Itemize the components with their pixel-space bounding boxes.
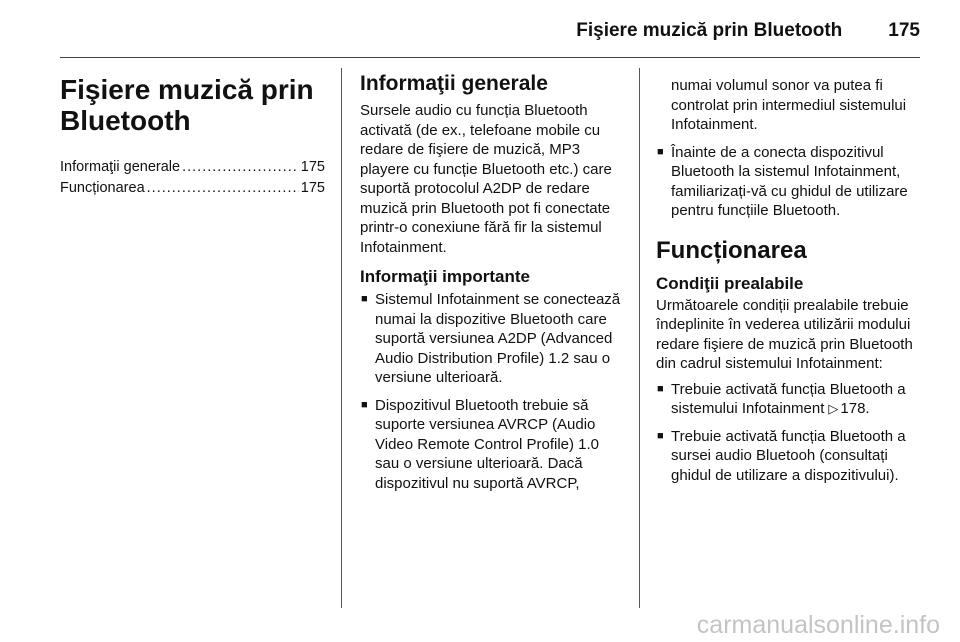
toc-entry-operation[interactable]: [60, 179, 325, 200]
page-reference-arrow-icon: ▷: [828, 401, 839, 416]
list-item-text-part2: numai volumul sonor va putea fi controlat prin intermediul sistemului Infotainment.: [671, 77, 907, 133]
important-list: [360, 290, 625, 493]
toc-label: Informaţii generale: [60, 159, 181, 175]
square-bullet-icon: ■: [657, 382, 664, 395]
chapter-column: [60, 74, 325, 200]
toc-page: 175: [300, 180, 325, 196]
general-info-column: [360, 72, 625, 493]
list-item: ■ Sistemul Infotainment se conectează numai la dispozitive Bluetooth care suportă versiunea A2DP (Advanced Audio Distribution Profile) 1.2 sau o versiune ulterioară.: [361, 291, 621, 386]
header-rule: [60, 57, 920, 58]
square-bullet-icon: ■: [361, 398, 368, 411]
column-divider-1: [341, 68, 342, 608]
list-item: ■ Înainte de a conecta dispozitivul Bluetooth la sistemul Infotainment, familiarizați-vă cu ghidul de utilizare pentru funcțiile Bluetooth.: [657, 143, 908, 219]
page-number: 175: [888, 20, 920, 41]
list-item: ■ Trebuie activată funcția Bluetooth a sistemului Infotainment ▷ 178.: [657, 380, 906, 417]
section-title-general: Informaţii generale: [360, 72, 548, 95]
subsection-title-important: Informaţii importante: [360, 267, 531, 286]
prereq-body-text: Următoarele condiții prealabile trebuie îndeplinite în vederea utilizării modului redare fişiere de muzică prin Bluetooth din cadrul sistemului Infotainment:: [656, 296, 913, 372]
table-of-contents: [60, 158, 325, 200]
subsection-title-prerequisites: Condiţii prealabile: [656, 273, 804, 293]
list-item: ■ Trebuie activată funcția Bluetooth a sursei audio Bluetooh (consultați ghidul de utilizare a dispozitivului).: [657, 427, 906, 484]
list-item-continued: [656, 76, 922, 135]
toc-label: Funcționarea: [60, 180, 145, 196]
running-header: [60, 20, 920, 46]
general-body-text: Sursele audio cu funcția Bluetooth activată (de ex., telefoane mobile cu redare de fişiere de muzică, MP3 playere cu funcție Bluetooth etc.) care suportă protocolul A2DP de redare muzică prin Bluetooth pot fi conectate printr-o conexiune fără fir la sistemul Infotainment.: [360, 102, 612, 256]
running-header-title: Fişiere muzică prin Bluetooth: [576, 20, 843, 41]
section-title-operation: Funcționarea: [656, 236, 807, 264]
page-reference[interactable]: 178.: [840, 400, 870, 417]
square-bullet-icon: ■: [361, 293, 368, 305]
toc-leader-dots: [147, 179, 299, 199]
chapter-title: Fişiere muzică prin Bluetooth: [60, 74, 314, 136]
toc-entry-general[interactable]: [60, 158, 325, 179]
toc-leader-dots: [182, 158, 299, 178]
square-bullet-icon: ■: [657, 429, 664, 442]
square-bullet-icon: ■: [657, 145, 664, 158]
list-item: [360, 396, 625, 494]
important-list-continued: [656, 76, 922, 221]
toc-page: 175: [300, 159, 325, 175]
operation-column: [656, 76, 922, 493]
watermark: carmanualsonline.info: [696, 611, 940, 639]
column-divider-2: [639, 68, 640, 608]
list-item-text-part1: Dispozitivul Bluetooth trebuie să suporte versiunea AVRCP (Audio Video Remote Control Profile) 1.0 sau o versiune ulterioară. Dacă dispozitivul nu suportă AVRCP,: [375, 396, 600, 492]
prereq-list: [656, 380, 922, 486]
